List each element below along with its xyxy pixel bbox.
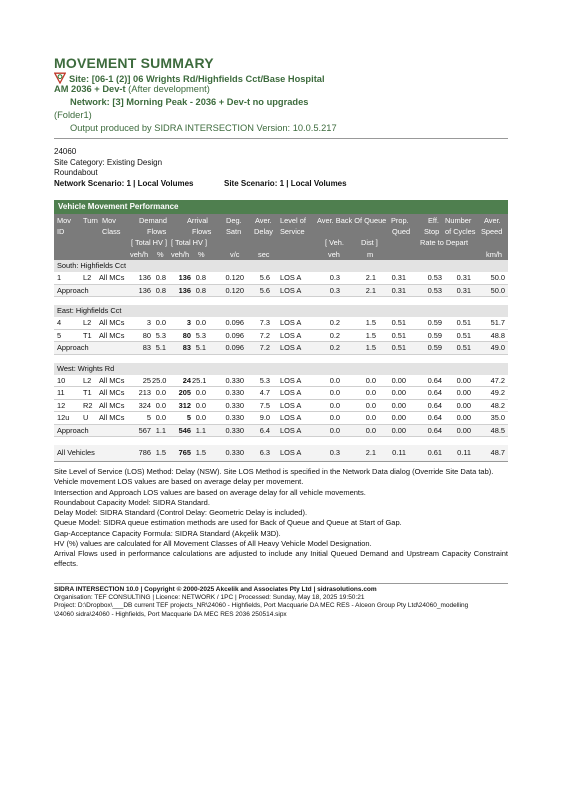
cell-label: Approach: [57, 425, 89, 435]
cell-prop: 0.51: [391, 330, 406, 340]
cell-eff: 0.61: [427, 448, 442, 457]
approach-section-header: East: Highfields Cct: [54, 305, 508, 317]
cell-label: Approach: [57, 343, 89, 352]
hdr-queue-dist: Dist ]: [361, 238, 378, 247]
hdr-turn: Turn: [83, 216, 98, 225]
hdr-demand: Demand: [139, 216, 167, 225]
cell-prop: 0.00: [391, 375, 406, 385]
hdr-queue-veh: [ Veh.: [325, 238, 344, 247]
cell-at: 136: [178, 285, 191, 295]
hdr-prop: Prop.: [391, 216, 409, 225]
cell-dhv: 0.8: [155, 285, 166, 295]
site-scenario: Site Scenario: 1 | Local Volumes: [224, 178, 347, 188]
cell-at: 80: [182, 330, 191, 340]
unit-queue-dist: m: [367, 249, 374, 259]
network-scenario: Network Scenario: 1 | Local Volumes: [54, 178, 194, 188]
hdr-qued: Qued: [392, 226, 411, 236]
cell-dt: 83: [142, 343, 151, 352]
cell-prop: 0.11: [392, 448, 406, 457]
hdr-of-cycles: of Cycles: [445, 226, 476, 236]
cell-los: LOS A: [280, 330, 302, 340]
section-spacer: [54, 437, 508, 445]
note-item: Vehicle movement LOS values are based on average delay per movement.: [54, 477, 304, 487]
cell-delay: 5.3: [259, 375, 270, 385]
header-units-row: [54, 249, 508, 261]
cell-cyc: 0.31: [456, 285, 471, 295]
unit-speed: km/h: [486, 249, 503, 259]
footer-divider: [54, 583, 508, 584]
cell-spd: 49.2: [490, 388, 505, 397]
vehicle-movement-performance-table: [54, 200, 508, 462]
cell-dhv: 0.0: [155, 388, 166, 397]
table-row: [54, 272, 508, 285]
cell-los: LOS A: [280, 273, 302, 282]
cell-at: 205: [178, 388, 191, 397]
cell-spd: 35.0: [490, 413, 505, 422]
cell-eff: 0.59: [427, 343, 442, 352]
hdr-speed: Aver.: [484, 216, 501, 225]
cell-ahv: 0.0: [195, 413, 206, 422]
cell-deg: 0.330: [225, 425, 244, 435]
cell-turn: L2: [83, 375, 92, 385]
hdr-speed-2: Speed: [481, 226, 503, 236]
hdr-queue: Aver. Back Of Queue: [317, 216, 387, 225]
approach-total-row: [54, 425, 508, 438]
table-row: [54, 387, 508, 400]
unit-deg: v/c: [230, 249, 240, 259]
cell-dhv: 0.0: [155, 413, 166, 422]
unit-arrival-hv: %: [198, 249, 205, 259]
cell-ahv: 0.0: [195, 400, 206, 410]
table-header: [54, 214, 508, 260]
cell-ahv: 1.5: [195, 448, 206, 457]
cell-los: LOS A: [280, 425, 302, 435]
cell-delay: 7.5: [259, 400, 270, 410]
cell-id: 4: [57, 318, 62, 327]
cell-deg: 0.330: [225, 448, 244, 457]
table-row: [54, 317, 508, 330]
output-version: Output produced by SIDRA INTERSECTION Version: 10.0.5.217: [70, 123, 337, 133]
cell-qd: 0.0: [365, 400, 376, 410]
cell-eff: 0.64: [427, 425, 442, 435]
cell-eff: 0.53: [427, 285, 442, 295]
cell-delay: 9.0: [259, 413, 270, 422]
cell-qd: 0.0: [365, 388, 376, 397]
cell-eff: 0.64: [427, 375, 442, 385]
cell-delay: 7.2: [259, 330, 270, 340]
cell-prop: 0.31: [391, 285, 406, 295]
cell-ahv: 25.1: [192, 375, 207, 385]
cell-dhv: 0.0: [155, 318, 166, 327]
cell-turn: L2: [83, 318, 92, 327]
cell-qd: 1.5: [365, 318, 376, 327]
cell-dhv: 25.0: [152, 375, 167, 385]
header-divider: [54, 138, 508, 139]
cell-prop: 0.00: [391, 413, 406, 422]
cell-delay: 4.7: [259, 388, 270, 397]
cell-label: All Vehicles: [57, 448, 95, 457]
cell-dt: 567: [138, 425, 151, 435]
cell-los: LOS A: [280, 448, 302, 457]
cell-at: 136: [178, 273, 191, 282]
cell-qd: 0.0: [365, 413, 376, 422]
cell-qv: 0.0: [329, 388, 340, 397]
cell-eff: 0.59: [427, 330, 442, 340]
notes-section: [54, 467, 508, 569]
table-body: [54, 260, 508, 462]
cell-dt: 3: [146, 318, 151, 327]
hdr-arrival: Arrival: [187, 216, 208, 225]
footer-project-file: \24060 sidra\24060 - Highfields, Port Macquarie DA MEC RES 2036 250514.sipx: [54, 610, 287, 618]
cell-qd: 2.1: [365, 273, 376, 282]
cell-eff: 0.64: [427, 413, 442, 422]
cell-cyc: 0.00: [456, 375, 471, 385]
cell-at: 3: [186, 318, 191, 327]
cell-id: 11: [57, 388, 65, 397]
hdr-mov-class: Mov: [102, 216, 116, 225]
cell-eff: 0.59: [427, 318, 442, 327]
note-item: Intersection and Approach LOS values are based on average delay for all vehicle movements.: [54, 487, 366, 497]
cell-ahv: 0.8: [195, 273, 206, 282]
cell-cyc: 0.31: [456, 273, 471, 282]
page-title: MOVEMENT SUMMARY: [54, 55, 214, 71]
cell-los: LOS A: [280, 375, 302, 385]
cell-qv: 0.3: [329, 285, 340, 295]
cell-turn: T1: [83, 330, 92, 340]
hdr-mov: Mov: [57, 216, 71, 225]
cell-dt: 786: [138, 448, 151, 457]
cell-ahv: 5.3: [195, 330, 206, 340]
cell-at: 546: [178, 425, 191, 435]
cell-at: 312: [178, 400, 191, 410]
cell-deg: 0.330: [225, 375, 244, 385]
cell-id: 12: [57, 400, 66, 410]
cell-qd: 2.1: [365, 285, 376, 295]
cell-qv: 0.2: [329, 330, 340, 340]
cell-cyc: 0.51: [456, 343, 471, 352]
cell-qd: 0.0: [365, 375, 376, 385]
cell-prop: 0.00: [391, 388, 406, 397]
hdr-deg: Deg.: [226, 216, 242, 225]
cell-cls: All MCs: [99, 413, 125, 422]
cell-delay: 7.2: [259, 343, 270, 352]
cell-los: LOS A: [280, 400, 302, 410]
all-vehicles-row: [54, 445, 508, 462]
table-row: [54, 330, 508, 343]
cell-deg: 0.096: [225, 318, 244, 327]
cell-eff: 0.64: [427, 388, 442, 397]
cell-id: 10: [57, 375, 66, 385]
cell-eff: 0.53: [427, 273, 442, 282]
cell-spd: 48.8: [490, 330, 505, 340]
cell-spd: 51.7: [490, 318, 505, 327]
cell-at: 24: [182, 375, 191, 385]
site-category: Site Category: Existing Design: [54, 157, 163, 167]
site-info: [54, 147, 347, 189]
cell-prop: 0.51: [391, 318, 406, 327]
hdr-los: Level of: [280, 216, 306, 225]
unit-delay: sec: [258, 249, 270, 259]
cell-spd: 48.7: [490, 448, 505, 457]
cell-label: Approach: [57, 285, 89, 295]
cell-turn: R2: [83, 400, 93, 410]
approach-total-row: [54, 342, 508, 355]
hdr-delay: Delay: [254, 226, 273, 236]
cell-spd: 49.0: [490, 343, 505, 352]
cell-deg: 0.120: [225, 285, 244, 295]
hdr-demand-total-hv: [ Total HV ]: [131, 238, 168, 247]
cell-ahv: 0.8: [195, 285, 206, 295]
cell-delay: 6.3: [259, 448, 270, 457]
cell-los: LOS A: [280, 318, 302, 327]
footer-organisation: Organisation: TEF CONSULTING | Licence: NETWORK / 1PC | Processed: Sunday, May 18, 2025 19:50:21: [54, 594, 365, 602]
approach-total-row: [54, 285, 508, 298]
cell-prop: 0.00: [391, 425, 406, 435]
cell-dt: 25: [142, 375, 151, 385]
cell-ahv: 0.0: [195, 388, 206, 397]
cell-qv: 0.2: [329, 318, 340, 327]
cell-qv: 0.0: [329, 413, 340, 422]
scenario-line: [54, 179, 347, 190]
hdr-rate-to-depart: Rate to Depart: [420, 238, 469, 247]
cell-cls: All MCs: [99, 375, 125, 385]
cell-id: 5: [57, 330, 62, 340]
cell-deg: 0.330: [225, 388, 244, 397]
cell-dhv: 0.8: [155, 273, 166, 282]
cell-cls: All MCs: [99, 388, 125, 397]
cell-dt: 136: [138, 285, 151, 295]
cell-turn: L2: [83, 273, 92, 282]
cell-ahv: 0.0: [195, 318, 206, 327]
site-scenario-name: AM 2036 + Dev-t: [54, 84, 126, 94]
cell-ahv: 1.1: [195, 425, 206, 435]
footer-project-path: Project: D:\Dropbox\___DB current TEF projects_NR\24060 - Highfields, Port Macquarie DA MEC RES - Alceon Group Pty Ltd\24060_modelling: [54, 602, 469, 610]
footer-copyright: SIDRA INTERSECTION 10.0 | Copyright © 2000-2025 Akcelik and Associates Pty Ltd | sidrasolutions.com: [54, 586, 377, 593]
cell-cls: All MCs: [99, 318, 125, 327]
cell-cyc: 0.00: [456, 413, 471, 422]
cell-dhv: 1.1: [155, 425, 166, 435]
cell-cyc: 0.00: [456, 388, 471, 397]
cell-cyc: 0.51: [456, 330, 471, 340]
cell-deg: 0.120: [225, 273, 244, 282]
hdr-eff: Eff.: [428, 216, 439, 225]
cell-deg: 0.330: [225, 400, 244, 410]
site-scenario-note: (After development): [128, 84, 210, 94]
cell-dhv: 0.0: [155, 400, 166, 410]
cell-cyc: 0.51: [456, 318, 471, 327]
hdr-cycles: Number: [445, 216, 472, 225]
section-spacer: [54, 297, 508, 305]
site-scenario-line: [54, 84, 210, 94]
cell-eff: 0.64: [427, 400, 442, 410]
site-id: 24060: [54, 147, 77, 156]
unit-demand-total: veh/h: [130, 249, 149, 259]
cell-dhv: 5.3: [155, 330, 166, 340]
hdr-demand-flows: Flows: [147, 226, 167, 236]
cell-id: 1: [57, 273, 62, 282]
hdr-class: Class: [102, 226, 121, 236]
approach-section-header: South: Highfields Cct: [54, 260, 508, 272]
cell-cyc: 0.00: [456, 425, 471, 435]
folder-label: (Folder1): [54, 110, 92, 120]
cell-cls: All MCs: [99, 273, 125, 282]
table-row: [54, 375, 508, 388]
cell-qv: 0.3: [329, 273, 340, 282]
cell-cls: All MCs: [99, 330, 125, 340]
cell-delay: 5.6: [259, 273, 270, 282]
header-row-1: [54, 214, 508, 226]
cell-delay: 6.4: [259, 425, 270, 435]
cell-prop: 0.51: [391, 343, 406, 352]
note-item: Arrival Flows used in performance calculations are adjusted to include any Initial Queued Demand and Upstream Capacity Constraint effects.: [54, 549, 508, 569]
cell-qd: 2.1: [365, 448, 376, 457]
table-row: [54, 400, 508, 413]
cell-spd: 50.0: [490, 285, 505, 295]
control-type: Roundabout: [54, 168, 98, 177]
hdr-arrival-total-hv: [ Total HV ]: [171, 238, 208, 247]
table-row: [54, 412, 508, 425]
cell-deg: 0.096: [225, 330, 244, 340]
cell-dhv: 5.1: [155, 343, 166, 352]
cell-dt: 80: [142, 330, 151, 340]
cell-id: 12u: [57, 413, 70, 422]
cell-at: 5: [186, 413, 191, 422]
unit-queue-veh: veh: [328, 249, 340, 259]
table-title: Vehicle Movement Performance: [54, 200, 508, 214]
cell-spd: 50.0: [490, 273, 505, 282]
cell-qd: 1.5: [365, 343, 376, 352]
note-item: Gap-Acceptance Capacity Formula: SIDRA Standard (Akçelik M3D).: [54, 528, 281, 538]
cell-deg: 0.096: [225, 343, 244, 352]
cell-delay: 5.6: [259, 285, 270, 295]
note-item: HV (%) values are calculated for All Movement Classes of All Heavy Vehicle Model Designation.: [54, 539, 372, 549]
cell-dt: 213: [138, 388, 151, 397]
cell-turn: U: [83, 413, 89, 422]
cell-at: 765: [178, 448, 191, 457]
note-item: Site Level of Service (LOS) Method: Delay (NSW). Site LOS Method is specified in the Network Data dialog (Override Site Data tab).: [54, 467, 494, 476]
cell-spd: 48.5: [490, 425, 505, 435]
section-spacer: [54, 355, 508, 363]
cell-dhv: 1.5: [155, 448, 166, 457]
cell-deg: 0.330: [225, 413, 244, 422]
note-item: Delay Model: SIDRA Standard (Control Delay: Geometric Delay is included).: [54, 508, 308, 518]
hdr-id: ID: [57, 226, 65, 236]
cell-cyc: 0.11: [457, 448, 471, 457]
cell-qd: 1.5: [365, 330, 376, 340]
cell-delay: 7.3: [259, 318, 270, 327]
unit-arrival-total: veh/h: [171, 249, 190, 259]
cell-spd: 47.2: [490, 375, 505, 385]
cell-cyc: 0.00: [456, 400, 471, 410]
cell-at: 83: [182, 343, 191, 352]
cell-qv: 0.0: [329, 425, 340, 435]
cell-cls: All MCs: [99, 400, 125, 410]
unit-demand-hv: %: [157, 249, 164, 259]
cell-los: LOS A: [280, 388, 302, 397]
page-footer: [54, 586, 508, 619]
cell-los: LOS A: [280, 285, 302, 295]
cell-prop: 0.31: [391, 273, 406, 282]
cell-qv: 0.0: [329, 375, 340, 385]
site-name: Site: [06-1 (2)] 06 Wrights Rd/Highfields Cct/Base Hospital: [69, 74, 325, 84]
cell-los: LOS A: [280, 413, 302, 422]
cell-qv: 0.3: [329, 448, 340, 457]
cell-ahv: 5.1: [195, 343, 206, 352]
cell-los: LOS A: [280, 343, 302, 352]
cell-qd: 0.0: [365, 425, 376, 435]
note-item: Roundabout Capacity Model: SIDRA Standard.: [54, 497, 210, 507]
header-row-3: [54, 237, 508, 249]
approach-section-header: West: Wrights Rd: [54, 363, 508, 375]
cell-qv: 0.0: [329, 400, 340, 410]
cell-dt: 5: [146, 413, 151, 422]
hdr-arrival-flows: Flows: [192, 226, 212, 236]
header-row-2: [54, 226, 508, 238]
cell-dt: 136: [138, 273, 151, 282]
cell-dt: 324: [138, 400, 151, 410]
note-item: Queue Model: SIDRA queue estimation methods are used for Back of Queue and Queue at Start of Gap.: [54, 518, 402, 528]
cell-prop: 0.00: [391, 400, 406, 410]
hdr-satn: Satn: [226, 226, 242, 236]
network-heading: Network: [3] Morning Peak - 2036 + Dev-t no upgrades: [70, 97, 309, 107]
cell-spd: 48.2: [490, 400, 505, 410]
cell-qv: 0.2: [329, 343, 340, 352]
hdr-aver-delay: Aver.: [255, 216, 272, 225]
hdr-stop: Stop: [424, 226, 440, 236]
hdr-service: Service: [280, 226, 305, 236]
cell-turn: T1: [83, 388, 92, 397]
